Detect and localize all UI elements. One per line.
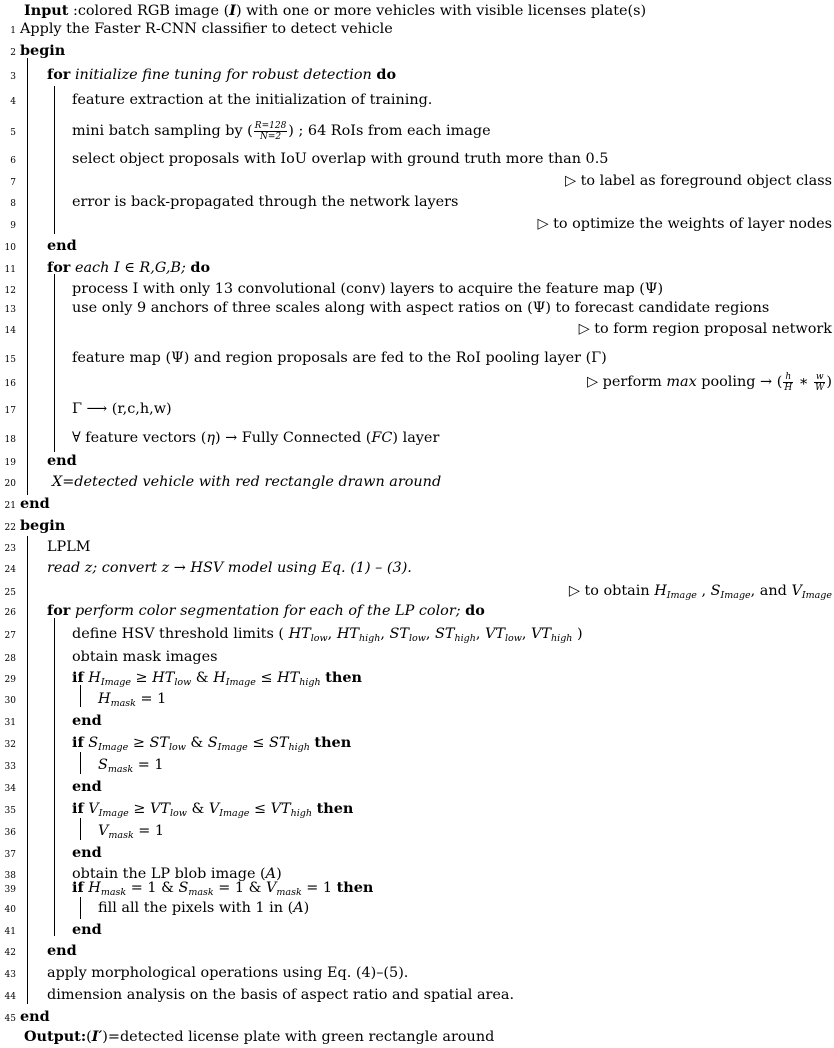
algo-line-9: 9 ▷ to optimize the weights of layer nodes [10, 216, 832, 232]
algo-line-27: 27 define HSV threshold limits ( $HT_{low}$, $HT_{high}$, $ST_{low}$, $ST_{high}$, $VT_{low}$, $VT_{high}$ ) [4, 626, 583, 644]
algo-line-3: 3 for initialize fine tuning for robust detection do [10, 66, 397, 83]
algo-line-18: 18 ∀ feature vectors (η) → Fully Connected (FC) layer [4, 430, 440, 446]
input-label: Input [24, 2, 69, 19]
algo-line-34: 34 end [4, 778, 102, 795]
algo-line-19: 19 end [4, 452, 77, 469]
output-line: Output:(I′)=detected license plate with green rectangle around [24, 1028, 495, 1045]
algo-line-17: 17 Γ ⟶ (r,c,h,w) [4, 401, 172, 417]
algo-line-37: 37 end [4, 844, 102, 861]
algo-line-4: 4 feature extraction at the initialization of training. [10, 92, 433, 108]
algo-line-23: 23 LPLM [4, 539, 91, 555]
algo-line-15: 15 feature map (Ψ) and region proposals are fed to the RoI pooling layer (Γ) [4, 350, 607, 366]
algo-line-24: 24 read z; convert z → HSV model using Eq. (1) – (3). [4, 560, 412, 576]
algo-line-35: 35 if $V_{Image} \ge VT_{low}$ & $V_{Image} \le VT_{high}$ then [4, 800, 354, 819]
algo-line-6: 6 select object proposals with IoU overlap with ground truth more than 0.5 [10, 151, 609, 167]
algo-line-39: 39 if $H_{mask} = 1$ & $S_{mask} = 1$ & $V_{mask} = 1$ then [4, 879, 374, 898]
algo-line-44: 44 dimension analysis on the basis of aspect ratio and spatial area. [4, 987, 515, 1003]
algo-line-10: 10 end [4, 237, 77, 254]
algo-line-28: 28 obtain mask images [4, 649, 218, 665]
algo-line-33: 33 $S_{mask} = 1$ [4, 757, 164, 775]
algo-line-25: 25 ▷ to obtain $H_{Image}$ , $S_{Image}$, and $V_{Image}$ [4, 583, 832, 601]
algo-line-43: 43 apply morphological operations using Eq. (4)–(5). [4, 965, 409, 981]
algo-line-30: 30 $H_{mask} = 1$ [4, 691, 167, 709]
algo-line-7: 7 ▷ to label as foreground object class [10, 173, 832, 189]
algo-line-36: 36 $V_{mask} = 1$ [4, 823, 165, 841]
algo-line-29: 29 if $H_{Image} \ge HT_{low}$ & $H_{Image} \le HT_{high}$ then [4, 669, 362, 688]
algo-line-12: 12 process I with only 13 convolutional (conv) layers to acquire the feature map (Ψ) [4, 281, 664, 297]
algo-line-14: 14 ▷ to form region proposal network [4, 321, 832, 337]
algo-line-26: 26 for perform color segmentation for each of the LP color; do [4, 602, 485, 619]
algo-line-41: 41 end [4, 921, 102, 938]
algo-line-32: 32 if $S_{Image} \ge ST_{low}$ & $S_{Image} \le ST_{high}$ then [4, 734, 352, 753]
algo-line-45: 45 end [4, 1008, 50, 1025]
algo-line-2: 2 begin [10, 42, 66, 59]
output-label: Output: [24, 1028, 87, 1045]
algo-line-5: 5 mini batch sampling by ( $\frac{R=128}{N=2}$ ) ; 64 RoIs from each image [10, 120, 491, 142]
input-line: Input :colored RGB image (I) with one or more vehicles with visible licenses plate(s) [24, 2, 647, 19]
algo-line-1: 1 Apply the Faster R-CNN classifier to detect vehicle [10, 21, 393, 37]
algo-line-40: 40 fill all the pixels with 1 in (A) [4, 900, 310, 916]
algo-line-20: 20 X=detected vehicle with red rectangle drawn around [4, 474, 442, 490]
algo-line-31: 31 end [4, 712, 102, 729]
algo-line-16: 16 ▷ perform max pooling → ( $\frac{h}{H}$ ∗ $\frac{w}{W}$ ) [4, 371, 832, 393]
algo-line-13: 13 use only 9 anchors of three scales along with aspect ratios on (Ψ) to forecast candidate regions [4, 300, 770, 316]
algo-line-8: 8 error is back-propagated through the network layers [10, 194, 459, 210]
algo-line-21: 21 end [4, 495, 50, 512]
algo-line-11: 11 for each I ∈ R,G,B; do [4, 259, 211, 276]
algo-line-42: 42 end [4, 942, 77, 959]
algo-line-38: 38 obtain the LP blob image (A) [4, 866, 282, 882]
algo-line-22: 22 begin [4, 517, 66, 534]
